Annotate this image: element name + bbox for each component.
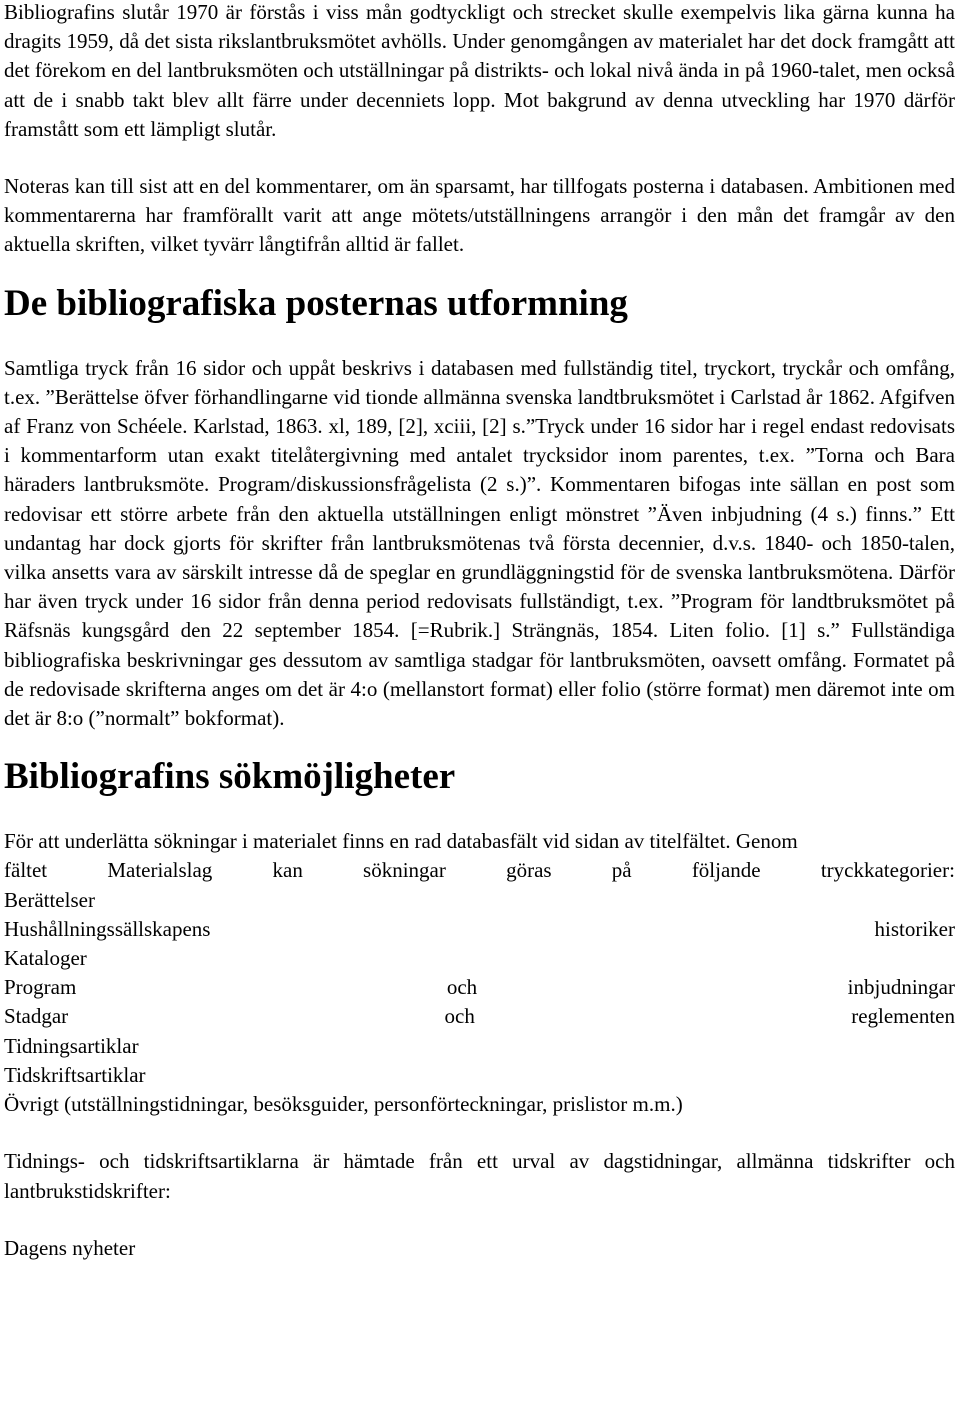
word: fältet [4,858,48,883]
document-page [4,0,955,1263]
word: Materialslag [107,858,213,883]
search-intro [4,827,955,885]
post-format-paragraph: Samtliga tryck från 16 sidor och uppåt beskrivs i databasen med fullständig titel, tryckort, tryckår och omfång, t.ex. ”Berättelse öfver förhandlingarne vid tionde allmänna svenska landtbruksmötet i Carlstad år 1862. Afgifven af Franz von Schéele. Karlstad, 1863. xl, 189, [2], xciii, [2] s.”Tryck under 16 sidor har i regel endast redovisats i kommentarform utan exakt titelåtergivning med antalet trycksidor inom parentes, t.ex. ”Torna och Bara häraders lantbruksmöte. Program/diskussionsfrågelista (2 s.)”. Kommentaren bifogas inte sällan en post som redovisar ett större arbete från den aktuella utställningen enligt mönstret ”Även inbjudning (4 s.) finns.” Ett undantag har dock gjorts för skrifter från lantbruksmötenas två första decennier, d.v.s. 1840- och 1850-talen, vilka ansetts vara av särskilt intresse då de speglar en grundläggningstid för de svenska lantbruksmötena. Därför har även tryck under 16 sidor från denna period redovisats fullständigt, t.ex. ”Program för landtbruksmötet på Räfsnäs kungsgård den 22 september 1854. [=Rubrik.] Strängnäs, 1854. Liten folio. [1] s.” Fullständiga bibliografiska beskrivningar ges dessutom av samtliga stadgar för lantbruksmöten, oavsett omfång. Formatet på de redovisade skrifterna anges om det är 4:o (mellanstort format) eller folio (större format) men däremot inte om det är 8:o (”normalt” bokformat). [4,355,955,731]
category-item: Tidskriftsartiklar [4,1062,146,1087]
category-item: Berättelser [4,887,95,912]
word: följande [691,858,761,883]
category-item [4,1002,955,1031]
category-word: Program [4,975,77,1000]
word: sökningar [363,858,446,883]
word: göras [506,858,552,883]
category-item: Tidningsartiklar [4,1033,139,1058]
category-word: och [446,975,478,1000]
newspaper-item: Dagens nyheter [4,1235,136,1260]
intro-paragraph-1: Bibliografins slutår 1970 är förstås i viss mån godtyckligt och strecket skulle exempelvis lika gärna kunna ha dragits 1959, då det sista rikslantbruksmötet avhölls. Under genomgången av materialet har det dock framgått att det förekom en del lantbruksmöten och utställningar på distrikts- och lokal nivå ända in på 1960-talet, men också att de i snabb takt blev allt färre under decenniets lopp. Mot bakgrund av denna utveckling har 1970 därför framstått som ett lämpligt slutår. [4,0,955,141]
search-intro-line-2 [4,856,955,885]
section-heading-search: Bibliografins sökmöjligheter [4,756,456,798]
category-item: Övrigt (utställningstidningar, besöksguider, personförteckningar, prislistor m.m.) [4,1092,683,1117]
category-item [4,973,955,1002]
category-list [4,886,955,1120]
intro-paragraph-2: Noteras kan till sist att en del kommentarer, om än sparsamt, har tillfogats posterna i databasen. Ambitionen med kommentarerna har framförallt varit att ange mötets/utställningens arrangör i den mån det framgår av den aktuella skriften, vilket tyvärr långtifrån alltid är fallet. [4,174,955,257]
category-item: Kataloger [4,946,87,971]
word: tryckkategorier: [820,858,955,883]
category-word: Hushållningssällskapens [4,916,211,941]
category-word: inbjudningar [847,975,955,1000]
category-word: Stadgar [4,1004,69,1029]
word: på [611,858,632,883]
category-word: historiker [874,916,955,941]
section-heading-post-format: De bibliografiska posternas utformning [4,282,628,324]
articles-paragraph: Tidnings- och tidskriftsartiklarna är hämtade från ett urval av dagstidningar, allmänna tidskrifter och lantbrukstidskrifter: [4,1149,955,1203]
search-intro-line-1: För att underlätta sökningar i materialet finns en rad databasfält vid sidan av titelfältet. Genom [4,829,798,854]
category-word: och [444,1004,475,1029]
word: kan [272,858,303,883]
category-item [4,915,955,944]
category-word: reglementen [851,1004,955,1029]
